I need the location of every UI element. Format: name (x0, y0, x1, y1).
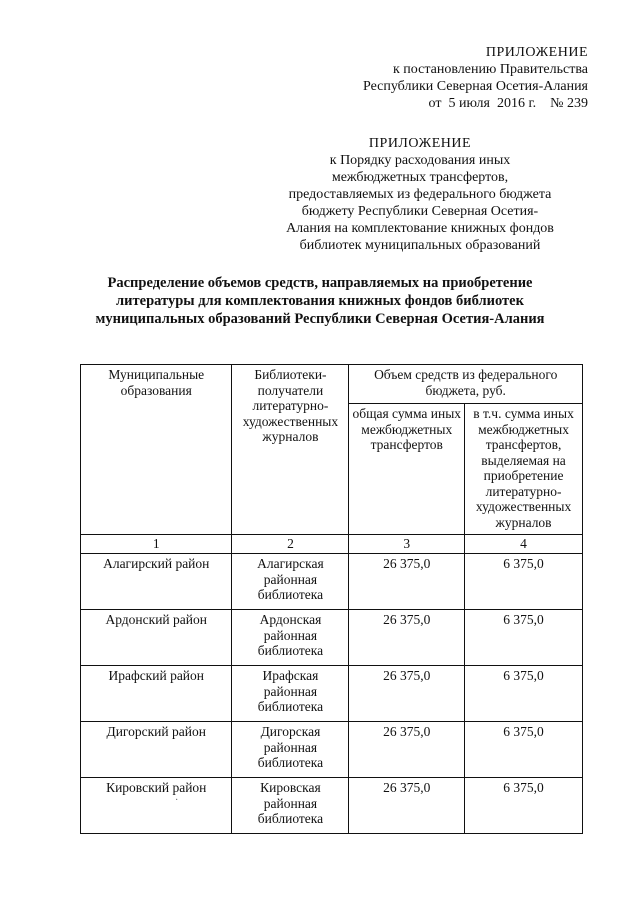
appendix-date-line: от 5 июля 2016 г. № 239 (428, 96, 588, 111)
column-number: 3 (349, 535, 465, 554)
cell-library: Алагирская районная библиотека (232, 554, 349, 610)
column-number: 1 (81, 535, 232, 554)
cell-including: 6 375,0 (465, 610, 583, 666)
table-header-row (81, 365, 583, 404)
cell-total: 26 375,0 (349, 722, 465, 778)
appendix-title: ПРИЛОЖЕНИЕ (368, 136, 472, 151)
appendix-line: предоставляемых из федерального бюджета (288, 187, 552, 202)
header-including: в т.ч. сумма иных межбюджетных трансфертов, выделяемая на приобретение литературно-художественных журналов (465, 404, 583, 535)
appendix-line: к постановлению Правительства (392, 62, 588, 77)
cell-municipality: Ирафский район (81, 666, 232, 722)
cell-total: 26 375,0 (349, 778, 465, 834)
appendix-line: к Порядку расходования иных (329, 153, 511, 168)
heading-line: литературы для комплектования книжных фондов библиотек (116, 293, 524, 309)
appendix-line: Республики Северная Осетия-Алания (363, 79, 588, 94)
table-row (81, 610, 583, 666)
cell-including: 6 375,0 (465, 722, 583, 778)
distribution-table (80, 364, 583, 834)
appendix-line: бюджету Республики Северная Осетия- (301, 204, 539, 219)
scan-mark: · (175, 795, 179, 806)
header-federal-budget: Объем средств из федерального бюджета, руб. (349, 365, 583, 404)
header-municipality: Муниципальные образования (81, 365, 232, 535)
cell-total: 26 375,0 (349, 554, 465, 610)
appendix-header-procedure (270, 135, 570, 254)
column-number: 2 (232, 535, 349, 554)
table-row (81, 554, 583, 610)
cell-library: Ардонская районная библиотека (232, 610, 349, 666)
cell-library: Ирафская районная библиотека (232, 666, 349, 722)
cell-municipality: Алагирский район (81, 554, 232, 610)
header-library: Библиотеки-получатели литературно-художественных журналов (232, 365, 349, 535)
column-number: 4 (465, 535, 583, 554)
appendix-header-resolution (363, 44, 588, 112)
appendix-line: Алания на комплектование книжных фондов (286, 221, 554, 236)
header-total: общая сумма иных межбюджетных трансфертов (349, 404, 465, 535)
cell-including: 6 375,0 (465, 666, 583, 722)
appendix-line: библиотек муниципальных образований (299, 238, 541, 253)
cell-library: Кировская районная библиотека (232, 778, 349, 834)
cell-municipality: Дигорский район (81, 722, 232, 778)
cell-total: 26 375,0 (349, 610, 465, 666)
cell-library: Дигорская районная библиотека (232, 722, 349, 778)
cell-municipality: Ардонский район (81, 610, 232, 666)
cell-municipality: Кировский район (81, 778, 232, 834)
document-heading (60, 274, 580, 328)
cell-total: 26 375,0 (349, 666, 465, 722)
cell-including: 6 375,0 (465, 778, 583, 834)
table-row (81, 722, 583, 778)
heading-line: муниципальных образований Республики Северная Осетия-Алания (95, 311, 545, 327)
appendix-title: ПРИЛОЖЕНИЕ (485, 45, 588, 60)
appendix-line: межбюджетных трансфертов, (331, 170, 509, 185)
cell-including: 6 375,0 (465, 554, 583, 610)
table-row (81, 666, 583, 722)
table-row (81, 778, 583, 834)
heading-line: Распределение объемов средств, направляемых на приобретение (107, 275, 533, 291)
column-number-row (81, 535, 583, 554)
